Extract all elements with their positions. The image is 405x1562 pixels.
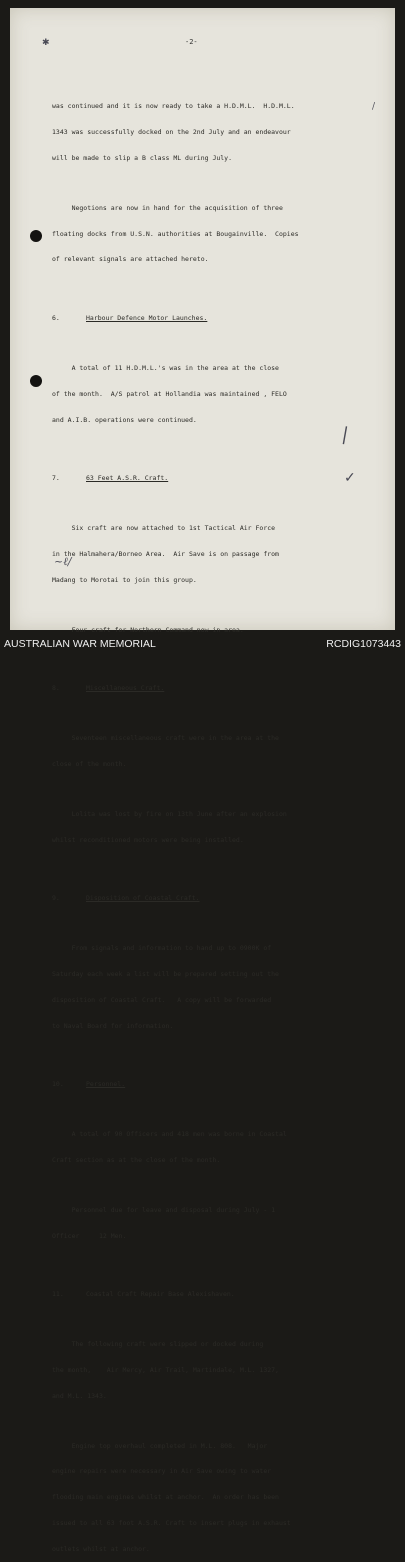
text-line: Madang to Morotai to join this group. [52, 575, 197, 584]
section-number: 7. [52, 474, 60, 483]
section-heading [52, 894, 374, 903]
section-title: Disposition of Coastal Craft. [86, 894, 200, 903]
text-line: whilst reconditioned motors were being installed. [52, 835, 244, 844]
tick-mark: | [340, 423, 350, 446]
text-line: disposition of Coastal Craft. A copy will be forwarded [52, 995, 272, 1004]
section-heading [52, 474, 374, 483]
text-line: A total of 90 Officers and 418 men was borne in Coastal [52, 1130, 287, 1139]
section-heading [52, 314, 374, 323]
text-line: 1343 was successfully docked on the 2nd July and an endeavour [52, 128, 291, 137]
tick-mark: ✓ [344, 470, 356, 486]
section-number: 8. [52, 684, 60, 693]
text-line: Engine top overhaul completed in M.L. 808. Major [52, 1441, 268, 1450]
section-title: Personnel. [86, 1080, 126, 1089]
section-number: 10. [52, 1080, 64, 1089]
section-title: Harbour Defence Motor Launches. [86, 314, 208, 323]
text-line: of the month. A/S patrol at Hollandia was maintained , FELO [52, 389, 287, 398]
document-body [52, 32, 374, 1562]
text-line: the month, Air Mercy, Air Trail, Martindale, M.L. 1327, [52, 1365, 279, 1374]
text-line: was continued and it is now ready to take a H.D.M.L. H.D.M.L. [52, 102, 295, 111]
initials-signature: ~ℓ/ [54, 555, 72, 568]
section-heading [52, 684, 374, 693]
text-line: issued to all 63 foot A.S.R. Craft to insert plugs in exhaust [52, 1519, 291, 1528]
text-line: Negotions are now in hand for the acquisition of three [52, 203, 283, 212]
text-line: Officer 12 Men. [52, 1231, 127, 1240]
punch-hole [30, 230, 42, 242]
text-line: Lolita was lost by fire on 13th June after an explosion [52, 809, 287, 818]
section-heading [52, 1290, 374, 1299]
text-line: to Naval Board for information. [52, 1021, 174, 1030]
text-line: Seventeen miscellaneous craft were in the area at the [52, 734, 279, 743]
section-title: Coastal Craft Repair Base Alexishaven. [86, 1290, 235, 1299]
punch-hole [30, 375, 42, 387]
section-heading [52, 1080, 374, 1089]
text-line: engine repairs were necessary in Air Save owing to water [52, 1467, 272, 1476]
text-line: in the Halmahera/Borneo Area. Air Save is on passage from [52, 549, 279, 558]
section-title: 63 Feet A.S.R. Craft. [86, 474, 169, 483]
text-line: and M.L. 1343. [52, 1391, 107, 1400]
text-line: outlets whilst at anchor. [52, 1544, 150, 1553]
text-line: Saturday each week a list will be prepared setting out the [52, 970, 279, 978]
text-line: Six craft are now attached to 1st Tactical Air Force [52, 524, 276, 533]
archive-footer [0, 634, 405, 653]
section-number: 6. [52, 314, 60, 323]
text-line: and A.I.B. operations were continued. [52, 415, 197, 424]
text-line: Craft section as at the close of the month. [52, 1155, 221, 1164]
text-line: close of the month. [52, 759, 127, 768]
section-title: Miscellaneous Craft. [86, 684, 165, 693]
section-number: 9. [52, 894, 60, 903]
text-line: The following craft were slipped or docked during [52, 1340, 264, 1349]
footer-source: AUSTRALIAN WAR MEMORIAL [4, 638, 156, 650]
pencil-mark: ✱ [42, 38, 50, 48]
text-line: of relevant signals are attached hereto. [52, 255, 209, 264]
page-number: -2- [185, 38, 198, 46]
text-line: floating docks from U.S.N. authorities at Bougainville. Copies [52, 229, 299, 238]
text-line: Four craft for Northern Command now in area. [52, 625, 244, 634]
tick-mark: / [372, 102, 376, 112]
text-line: flooding main engines whilst at anchor. An order has been [52, 1493, 279, 1502]
text-line: will be made to slip a B class ML during July. [52, 153, 233, 162]
text-line: A total of 11 H.D.M.L.'s was in the area at the close [52, 364, 279, 372]
footer-record-id: RCDIG1073443 [326, 638, 401, 650]
text-line: Personnel due for leave and disposal during July - 1 [52, 1205, 276, 1214]
section-number: 11. [52, 1290, 64, 1299]
text-line: From signals and information to hand up to 0900K of [52, 944, 272, 953]
